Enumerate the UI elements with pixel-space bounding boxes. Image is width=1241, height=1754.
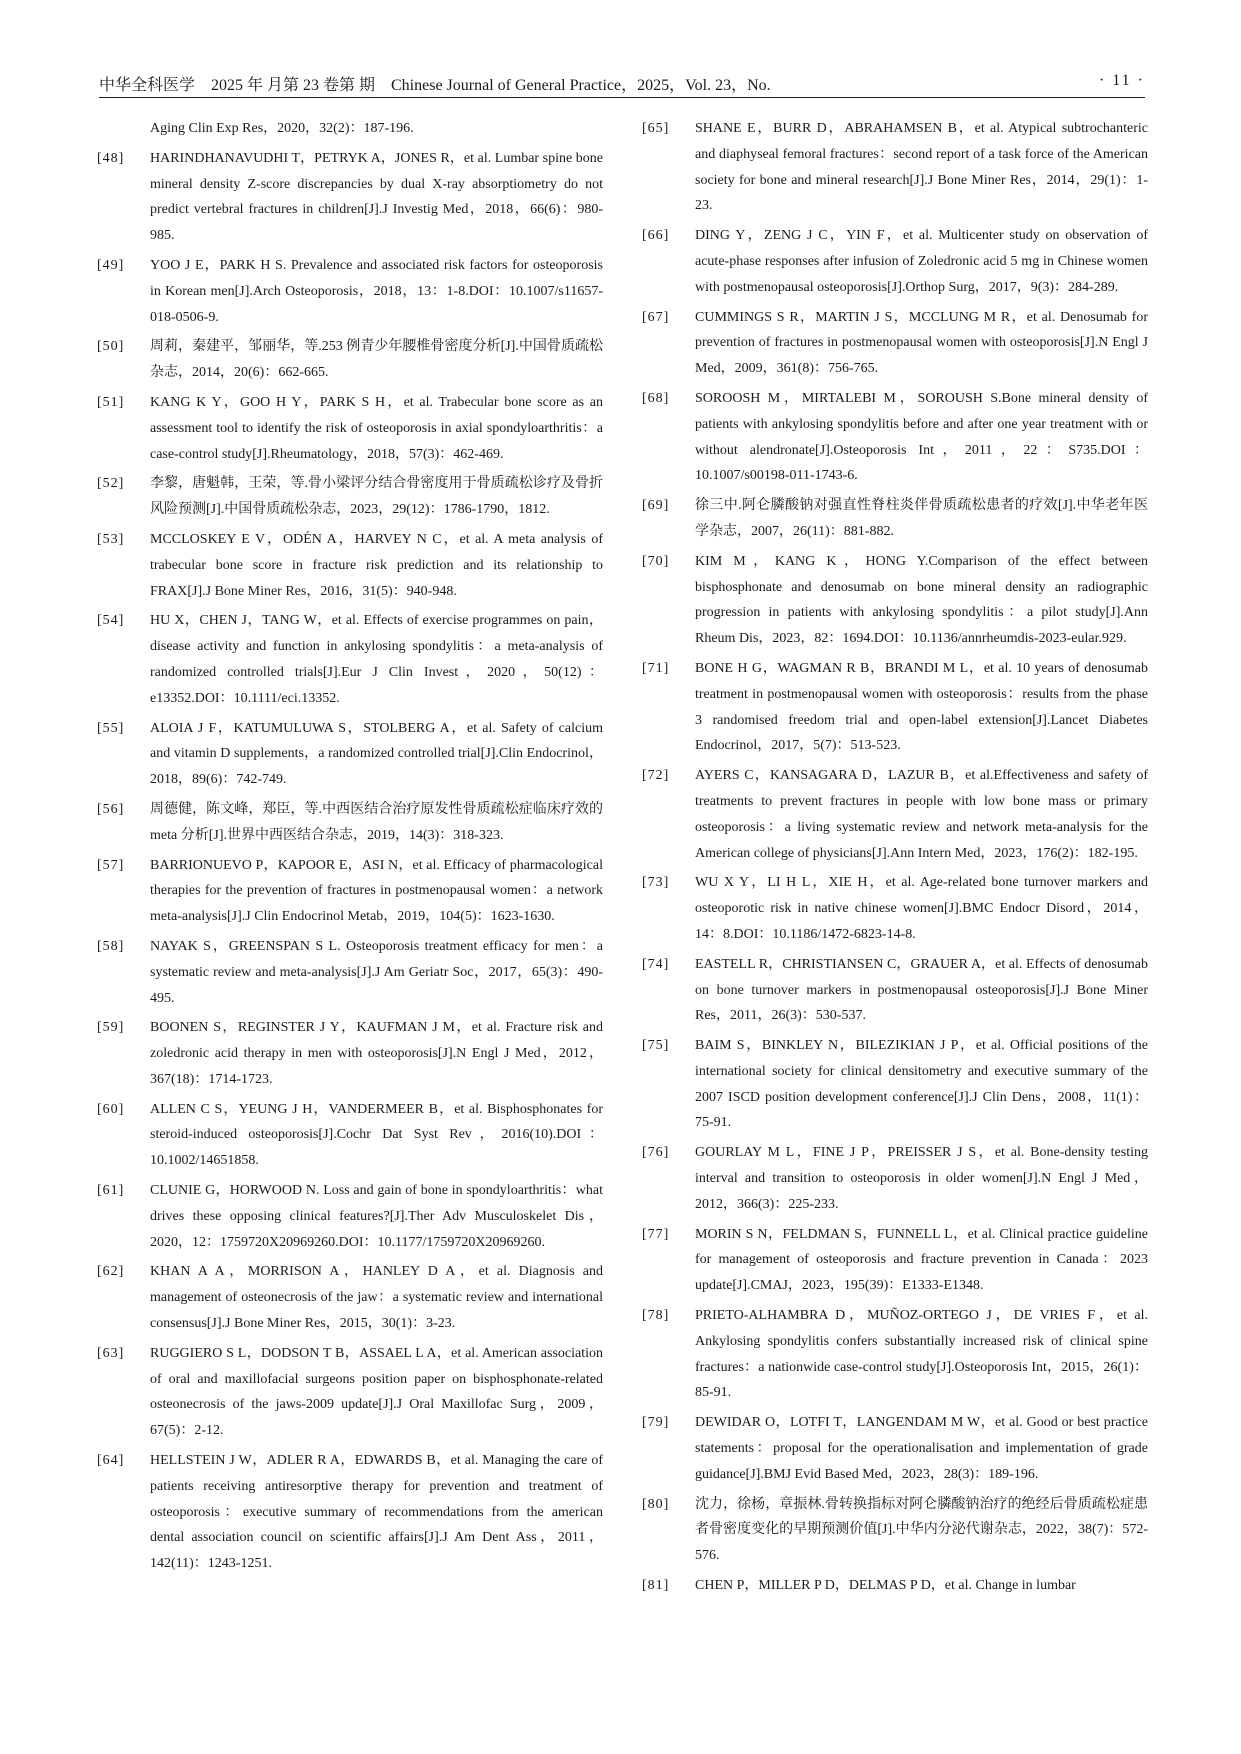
- reference-text: CUMMINGS S R，MARTIN J S，MCCLUNG M R，et al. Denosumab for prevention of fractures in postmenopausal women with osteoporosis[J].N Engl J Med，2009，361(8)：756-765.: [695, 309, 1148, 377]
- reference-number: [58]: [97, 938, 125, 954]
- reference-entry: [97, 527, 603, 604]
- reference-entry: [642, 386, 1148, 489]
- reference-entry: [97, 253, 603, 330]
- reference-entry: [97, 1259, 603, 1336]
- reference-number: [51]: [97, 394, 125, 410]
- reference-text: NAYAK S，GREENSPAN S L. Osteoporosis treatment efficacy for men：a systematic review and meta-analysis[J].J Am Geriatr Soc，2017，65(3)：490-495.: [150, 938, 603, 1006]
- reference-entry: [97, 1341, 603, 1444]
- reference-text: WU X Y，LI H L，XIE H，et al. Age-related bone turnover markers and osteoporotic risk in native chinese women[J].BMC Endocr Disord，2014，14：8.DOI：10.1186/1472-6823-14-8.: [695, 875, 1148, 942]
- reference-entry: [97, 116, 603, 142]
- reference-number: [50]: [97, 339, 125, 355]
- reference-text: SHANE E，BURR D，ABRAHAMSEN B，et al. Atypical subtrochanteric and diaphyseal femoral fractures：second report of a task force of the American society for bone and mineral research[J].J Bone Miner Res，2014，29(1)：1-23.: [695, 121, 1148, 214]
- reference-text: ALOIA J F，KATUMULUWA S，STOLBERG A，et al. Safety of calcium and vitamin D supplements，a randomized controlled trial[J].Clin Endocrinol，2018，89(6)：742-749.: [150, 720, 603, 788]
- reference-text: AYERS C，KANSAGARA D，LAZUR B，et al.Effectiveness and safety of treatments to prevent fractures in people with low bone mass or primary osteoporosis：a living systematic review and network meta-analysis for the American college of physicians[J].Ann Intern Med，2023，176(2)：182-195.: [695, 768, 1148, 861]
- reference-text: 周莉，秦建平，邹丽华，等.253 例青少年腰椎骨密度分析[J].中国骨质疏松杂志，2014，20(6)：662-665.: [150, 339, 603, 381]
- reference-number: [74]: [642, 956, 670, 972]
- references-left-column: [97, 116, 603, 1581]
- reference-entry: [642, 1492, 1148, 1569]
- reference-number: [66]: [642, 228, 670, 244]
- reference-number: [52]: [97, 476, 125, 492]
- reference-entry: [97, 797, 603, 849]
- reference-text: HELLSTEIN J W，ADLER R A，EDWARDS B，et al. Managing the care of patients receiving antiresorptive therapy for prevention and treatment of osteoporosis：executive summary of recommendations from the american dental association council on scientific affairs[J].J Am Dent Ass，2011，142(11)：1243-1251.: [150, 1453, 603, 1572]
- reference-text: Aging Clin Exp Res，2020，32(2)：187-196.: [150, 121, 414, 136]
- reference-number: [57]: [97, 857, 125, 873]
- reference-text: MORIN S N，FELDMAN S，FUNNELL L，et al. Clinical practice guideline for management of osteoporosis and fracture prevention in Canada：2023 update[J].CMAJ，2023，195(39)：E1333-E1348.: [695, 1226, 1148, 1294]
- reference-text: CHEN P，MILLER P D，DELMAS P D，et al. Change in lumbar: [695, 1578, 1076, 1594]
- reference-entry: [642, 223, 1148, 300]
- reference-text: ALLEN C S，YEUNG J H，VANDERMEER B，et al. Bisphosphonates for steroid-induced osteoporosis[J].Cochr Dat Syst Rev，2016(10).DOI：10.1002/14651858.: [150, 1101, 603, 1169]
- reference-number: [67]: [642, 309, 670, 325]
- reference-number: [63]: [97, 1345, 125, 1361]
- reference-text: KANG K Y，GOO H Y，PARK S H，et al. Trabecular bone score as an assessment tool to identify the risk of osteoporosis in axial spondyloarthritis：a case-control study[J].Rheumatology，2018，57(3)：462-469.: [150, 394, 603, 462]
- reference-text: PRIETO-ALHAMBRA D，MUÑOZ-ORTEGO J，DE VRIES F，et al. Ankylosing spondylitis confers substantially increased risk of clinical spine fractures：a nationwide case-control study[J].Osteoporosis Int，2015，26(1)：85-91.: [695, 1308, 1148, 1401]
- reference-text: BONE H G，WAGMAN R B，BRANDI M L，et al. 10 years of denosumab treatment in postmenopausal women with osteoporosis：results from the phase 3 randomised freedom trial and open-label extension[J].Lancet Diabetes Endocrinol，2017，5(7)：513-523.: [695, 660, 1148, 754]
- reference-text: DEWIDAR O，LOTFI T，LANGENDAM M W，et al. Good or best practice statements：proposal for the operationalisation and implementation of grade guidance[J].BMJ Evid Based Med，2023，28(3)：189-196.: [695, 1415, 1148, 1482]
- reference-text: KIM M，KANG K，HONG Y.Comparison of the effect between bisphosphonate and denosumab on bone mineral density an radiographic progression in patients with ankylosing spondylitis：a pilot study[J].Ann Rheum Dis，2023，82：1694.DOI：10.1136/annrheumdis-2023-eular.929.: [695, 553, 1148, 647]
- reference-text: MCCLOSKEY E V，ODÉN A，HARVEY N C，et al. A meta analysis of trabecular bone score in fracture risk prediction and its relationship to FRAX[J].J Bone Miner Res，2016，31(5)：940-948.: [150, 531, 603, 599]
- reference-number: [59]: [97, 1020, 125, 1036]
- reference-entry: [642, 1033, 1148, 1136]
- reference-number: [81]: [642, 1578, 670, 1594]
- reference-entry: [97, 390, 603, 467]
- reference-number: [69]: [642, 498, 670, 514]
- reference-number: [79]: [642, 1415, 670, 1431]
- reference-text: CLUNIE G，HORWOOD N. Loss and gain of bone in spondyloarthritis：what drives these opposing clinical features?[J].Ther Adv Musculoskelet Dis，2020，12：1759720X20969260.DOI：10.1177/1759720X20969260.: [150, 1183, 603, 1250]
- reference-text: BARRIONUEVO P，KAPOOR E，ASI N，et al. Efficacy of pharmacological therapies for the prevention of fractures in postmenopausal women：a network meta-analysis[J].J Clin Endocrinol Metab，2019，104(5)：1623-1630.: [150, 857, 603, 925]
- reference-text: BOONEN S，REGINSTER J Y，KAUFMAN J M，et al. Fracture risk and zoledronic acid therapy in men with osteoporosis[J].N Engl J Med，2012，367(18)：1714-1723.: [150, 1020, 603, 1087]
- journal-header-text: 中华全科医学 2025 年 月第 23 卷第 期 Chinese Journal of General Practice，2025，Vol. 23，No.: [99, 77, 771, 94]
- reference-text: 周德健，陈文峰，郑臣，等.中西医结合治疗原发性骨质疏松症临床疗效的 meta 分析[J].世界中西医结合杂志，2019，14(3)：318-323.: [150, 801, 603, 843]
- reference-entry: [642, 1410, 1148, 1487]
- reference-entry: [97, 934, 603, 1011]
- reference-number: [72]: [642, 768, 670, 784]
- page-number: · 11 ·: [1098, 72, 1145, 89]
- reference-entry: [642, 1222, 1148, 1299]
- reference-text: DING Y，ZENG J C，YIN F，et al. Multicenter study on observation of acute-phase responses after infusion of Zoledronic acid 5 mg in Chinese women with postmenopausal osteoporosis[J].Orthop Surg，2017，9(3)：284-289.: [695, 228, 1148, 295]
- reference-number: [75]: [642, 1038, 670, 1054]
- reference-entry: [97, 334, 603, 386]
- reference-number: [48]: [97, 150, 125, 166]
- reference-number: [78]: [642, 1308, 670, 1324]
- reference-text: 沈力，徐杨，章振林.骨转换指标对阿仑膦酸钠治疗的绝经后骨质疏松症患者骨密度变化的早期预测价值[J].中华内分泌代谢杂志，2022，38(7)：572-576.: [695, 1496, 1148, 1564]
- reference-entry: [97, 716, 603, 793]
- reference-number: [68]: [642, 390, 670, 406]
- reference-text: KHAN A A，MORRISON A，HANLEY D A，et al. Diagnosis and management of osteonecrosis of the jaw：a systematic review and international consensus[J].J Bone Miner Res，2015，30(1)：3-23.: [150, 1264, 603, 1332]
- reference-number: [61]: [97, 1183, 125, 1199]
- header-rule: [99, 97, 1145, 98]
- reference-entry: [642, 116, 1148, 219]
- reference-entry: [97, 1178, 603, 1255]
- reference-number: [54]: [97, 613, 125, 629]
- running-header: [99, 66, 1145, 100]
- references-right-column: [642, 116, 1148, 1603]
- reference-entry: [642, 1573, 1148, 1599]
- reference-text: EASTELL R，CHRISTIANSEN C，GRAUER A，et al. Effects of denosumab on bone turnover markers in postmenopausal osteoporosis[J].J Bone Miner Res，2011，26(3)：530-537.: [695, 956, 1148, 1024]
- reference-number: [80]: [642, 1496, 670, 1512]
- reference-entry: [642, 952, 1148, 1029]
- reference-entry: [642, 763, 1148, 866]
- reference-entry: [97, 471, 603, 523]
- reference-text: HARINDHANAVUDHI T，PETRYK A，JONES R，et al. Lumbar spine bone mineral density Z-score discrepancies by dual X-ray absorptiometry do not predict vertebral fractures in children[J].J Investig Med，2018，66(6)：980-985.: [150, 150, 603, 244]
- reference-entry: [97, 1448, 603, 1577]
- reference-entry: [642, 870, 1148, 947]
- reference-text: 李黎，唐魁韩，王荣，等.骨小梁评分结合骨密度用于骨质疏松诊疗及骨折风险预测[J].中国骨质疏松杂志，2023，29(12)：1786-1790，1812.: [150, 476, 603, 518]
- reference-text: RUGGIERO S L，DODSON T B，ASSAEL L A，et al. American association of oral and maxillofacial surgeons position paper on bisphosphonate-related osteonecrosis of the jaws-2009 update[J].J Oral Maxillofac Surg，2009，67(5)：2-12.: [150, 1345, 603, 1439]
- reference-text: HU X，CHEN J，TANG W，et al. Effects of exercise programmes on pain，disease activity and function in ankylosing spondylitis：a meta-analysis of randomized controlled trials[J].Eur J Clin Invest，2020，50(12)：e13352.DOI：10.1111/eci.13352.: [150, 613, 603, 706]
- reference-number: [62]: [97, 1264, 125, 1280]
- reference-entry: [97, 146, 603, 249]
- reference-entry: [97, 608, 603, 711]
- reference-text: YOO J E，PARK H S. Prevalence and associated risk factors for osteoporosis in Korean men[J].Arch Osteoporosis，2018，13：1-8.DOI：10.1007/s11657-018-0506-9.: [150, 257, 603, 325]
- reference-entry: [642, 549, 1148, 652]
- reference-entry: [97, 853, 603, 930]
- reference-number: [73]: [642, 875, 670, 891]
- reference-text: 徐三中.阿仑膦酸钠对强直性脊柱炎伴骨质疏松患者的疗效[J].中华老年医学杂志，2007，26(11)：881-882.: [695, 498, 1148, 539]
- reference-entry: [642, 656, 1148, 759]
- reference-number: [49]: [97, 257, 125, 273]
- reference-entry: [642, 1303, 1148, 1406]
- reference-number: [53]: [97, 531, 125, 547]
- reference-entry: [642, 1140, 1148, 1217]
- reference-number: [76]: [642, 1145, 670, 1161]
- reference-number: [55]: [97, 720, 125, 736]
- reference-number: [77]: [642, 1226, 670, 1242]
- reference-number: [71]: [642, 660, 670, 676]
- reference-text: SOROOSH M，MIRTALEBI M，SOROUSH S.Bone mineral density of patients with ankylosing spondylitis before and after one year treatment with or without alendronate[J].Osteoporosis Int，2011，22：S735.DOI：10.1007/s00198-011-1743-6.: [695, 390, 1148, 484]
- reference-text: GOURLAY M L，FINE J P，PREISSER J S，et al. Bone-density testing interval and transition to osteoporosis in older women[J].N Engl J Med，2012，366(3)：225-233.: [695, 1145, 1148, 1212]
- reference-number: [64]: [97, 1453, 125, 1469]
- reference-entry: [642, 305, 1148, 382]
- reference-number: [70]: [642, 553, 670, 569]
- reference-text: BAIM S，BINKLEY N，BILEZIKIAN J P，et al. Official positions of the international society for clinical densitometry and executive summary of the 2007 ISCD position development conference[J].J Clin Dens，2008，11(1)：75-91.: [695, 1038, 1148, 1131]
- reference-number: [56]: [97, 801, 125, 817]
- reference-number: [60]: [97, 1101, 125, 1117]
- reference-entry: [642, 493, 1148, 545]
- reference-number: [65]: [642, 121, 670, 136]
- reference-entry: [97, 1097, 603, 1174]
- reference-entry: [97, 1015, 603, 1092]
